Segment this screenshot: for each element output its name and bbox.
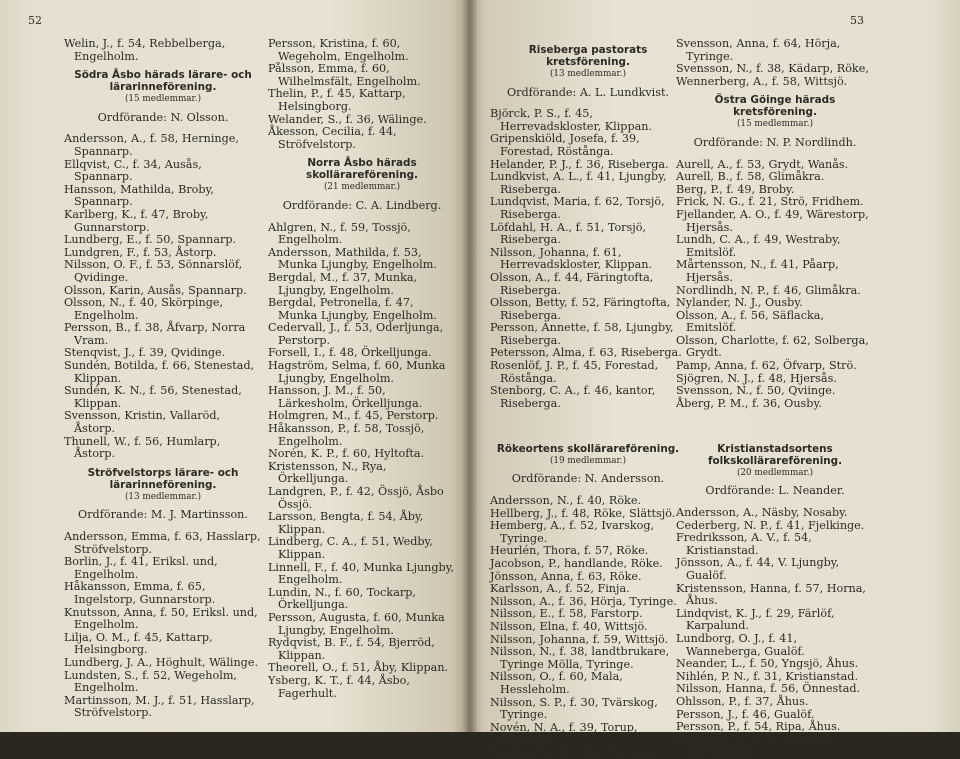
chairman-line: Ordförande: M. J. Martinsson. — [78, 508, 248, 522]
directory-entry: Hellberg, J., f. 48, Röke, Slättsjö. — [490, 506, 676, 520]
directory-entry: Thunell, W., f. 56, Humlarp, Åstorp. — [64, 434, 221, 461]
directory-entry: Nilsson, N., f. 38, landtbrukare, Tyringe Mölla, Tyringe. — [490, 645, 670, 671]
section-heading: Södra Åsbo härads lärare- och lärarinneförening. — [74, 69, 252, 94]
directory-entry: Olsson, Betty, f. 52, Färingtofta, Riseberga. — [490, 296, 671, 322]
directory-entry: Stenqvist, J., f. 39, Qvidinge. — [64, 346, 226, 360]
directory-entry: Nilsson, S. P., f. 30, Tvärskog, Tyringe. — [490, 695, 658, 722]
directory-entry: Svensson, N., f. 50, Qviinge. — [676, 384, 836, 398]
directory-entry: Nordlindh, N. P., f. 46, Glimåkra. — [676, 283, 861, 297]
directory-entry: Martinsson, M. J., f. 51, Hasslarp, Ströfvelstorp. — [64, 693, 255, 720]
directory-entry: Lundsten, S., f. 52, Wegeholm, Engelholm. — [64, 668, 237, 695]
directory-entry: Pålsson, Emma, f. 60, Wilhelmsfält, Engelholm. — [268, 62, 421, 88]
directory-entry: Andersson, N., f. 40, Röke. — [490, 494, 642, 507]
directory-entry: Ellqvist, C., f. 34, Ausås, Spannarp. — [64, 157, 202, 184]
directory-entry: Karlberg, K., f. 47, Broby, Gunnarstorp. — [64, 207, 209, 234]
section-heading: Riseberga pastorats kretsförening. — [528, 44, 648, 68]
left-column-2 — [268, 38, 456, 700]
directory-entry: Sjögren, N. J., f. 48, Hjersås. — [676, 371, 837, 385]
directory-entry: Bergdal, Petronella, f. 47, Munka Ljungby, Engelholm. — [268, 296, 437, 322]
directory-entry: Karlsson, A., f. 52, Finja. — [490, 582, 630, 596]
left-page — [0, 0, 470, 732]
directory-entry: Hemberg, A., f. 52, Ivarskog, Tyringe. — [490, 519, 655, 545]
directory-entry: Kristensson, Hanna, f. 57, Horna, Åhus. — [676, 581, 866, 608]
directory-entry: Lundin, N., f. 60, Tockarp, Örkelljunga. — [268, 585, 416, 612]
directory-entry: Knutsson, Anna, f. 50, Eriksl. und, Engelholm. — [64, 605, 258, 632]
directory-entry: Rydqvist, B. F., f. 54, Bjerröd, Klippan. — [268, 636, 435, 662]
directory-entry: Åberg, P. M., f. 36, Ousby. — [676, 396, 822, 410]
directory-entry: Lundqvist, Maria, f. 62, Torsjö, Riseberga. — [490, 195, 665, 221]
chairman-line: Ordförande: C. A. Lindberg. — [282, 198, 442, 212]
directory-entry: Frick, N. G., f. 21, Strö, Fridhem. — [676, 195, 864, 209]
directory-entry: Persson, P., f. 54, Ripa, Åhus. — [676, 720, 841, 734]
directory-entry: Berg, P., f. 49, Broby. — [676, 182, 795, 196]
directory-entry: Löfdahl, H. A., f. 51, Torsjö, Riseberga. — [490, 220, 647, 247]
directory-entry: Lilja, O. M., f. 45, Kattarp, Helsingborg. — [64, 630, 213, 657]
directory-entry: Olsson, Karin, Ausås, Spannarp. — [64, 283, 247, 297]
directory-entry: Norén, K. P., f. 60, Hyltofta. — [268, 447, 425, 461]
directory-entry: Rosenqvist, J., f. 42, Farstorp. — [490, 745, 658, 759]
directory-entry: Olsson, A., f. 56, Säflacka, Emitslöf. — [676, 308, 824, 335]
chairman-line: Ordförande: N. Andersson. — [511, 472, 665, 486]
directory-entry: Gripenskiöld, Josefa, f. 39, Forestad, Röstånga. — [490, 132, 640, 158]
member-count: (19 medlemmar.) — [549, 455, 626, 466]
directory-entry: Sundén, K. N., f. 56, Stenestad, Klippan. — [64, 384, 242, 410]
directory-entry: Forsell, I., f. 48, Örkelljunga. — [268, 346, 432, 360]
directory-entry: Lundberg, E., f. 50, Spannarp. — [64, 233, 237, 247]
directory-entry: Andersson, A., Näsby, Nosaby. — [676, 506, 848, 519]
directory-entry: Borlin, J., f. 41, Eriksl. und, Engelholm. — [64, 555, 218, 581]
directory-entry: Lindqvist, K. J., f. 29, Färlöf, Karpalund. — [676, 606, 835, 633]
directory-entry: Cedervall, J., f. 53, Oderljunga, Perstorp. — [268, 321, 444, 347]
directory-entry: Andersson, Emma, f. 63, Hasslarp, Ströfvelstorp. — [64, 530, 261, 556]
directory-entry: Holmgren, M., f. 45, Perstorp. — [268, 409, 439, 423]
directory-entry: Lindberg, C. A., f. 51, Wedby, Klippan. — [268, 535, 433, 561]
directory-entry: Svensson, Kristin, Vallaröd, Åstorp. — [64, 409, 221, 436]
page-number: 53 — [850, 14, 864, 27]
page-number: 52 — [28, 14, 42, 27]
book-spine — [462, 0, 478, 732]
chairman-line: Ordförande: N. Olsson. — [97, 110, 229, 124]
directory-entry: Wennerberg, A., f. 58, Wittsjö. — [676, 74, 848, 88]
directory-entry: Ysberg, K. T., f. 44, Åsbo, Fagerhult. — [268, 673, 410, 700]
directory-entry: Lundh, C. A., f. 49, Westraby, Emitslöf. — [676, 233, 841, 259]
member-count: (15 medlemmar.) — [124, 94, 201, 105]
directory-entry: Håkansson, P., f. 58, Tossjö, Engelholm. — [268, 422, 425, 448]
directory-entry: Hansson, J. M., f. 50, Lärkesholm, Örkelljunga. — [268, 384, 423, 410]
directory-entry: Lundgren, F., f. 53, Åstorp. — [64, 245, 217, 259]
directory-entry: Helander, P. J., f. 36, Riseberga. — [490, 157, 669, 171]
section-heading: Östra Göinge härads kretsförening. — [714, 94, 836, 119]
directory-entry: Björck, P. S., f. 45, Herrevadskloster, Klippan. — [490, 107, 653, 133]
directory-entry: Pamp, Anna, f. 62, Öfvarp, Strö. — [676, 359, 857, 373]
directory-entry: Svensson, N., f. 38, Kädarp, Röke, — [676, 62, 869, 76]
directory-entry: Lundberg, J. A., Höghult, Wälinge. — [64, 655, 259, 669]
directory-entry: Petersson, Alma, f. 63, Riseberga. — [490, 346, 682, 360]
directory-entry: Linnell, F., f. 40, Munka Ljungby, Engelholm. — [268, 560, 455, 587]
directory-entry: Nilsson, Johanna, f. 59, Wittsjö. — [490, 632, 669, 646]
directory-entry: Nilsson, Hanna, f. 56, Önnestad. — [676, 682, 861, 696]
section-heading: Norra Åsbo härads skollärareförening. — [306, 157, 418, 182]
directory-entry: Jacobson, P., handlande, Röke. — [490, 556, 663, 570]
directory-entry: Aurell, B., f. 58, Glimåkra. — [676, 170, 825, 184]
member-count: (13 medlemmar.) — [549, 69, 626, 79]
directory-entry: Nilsson, O., f. 60, Mala, Hessleholm. — [490, 670, 623, 696]
directory-entry: Lundkvist, A. L., f. 41, Ljungby, Riseberga. — [490, 170, 667, 196]
directory-entry: Nilsson, E., f. 58, Farstorp. — [490, 607, 643, 621]
directory-entry: Jönsson, Anna, f. 63, Röke. — [490, 569, 642, 583]
directory-entry: Stenborg, C. A., f. 46, kantor, Riseberga. — [490, 384, 656, 410]
directory-entry: Andersson, A., f. 58, Herninge, Spannarp. — [64, 132, 239, 158]
directory-entry: Mårtensson, N., f. 41, Påarp, Hjersås. — [676, 258, 839, 284]
directory-entry: Håkansson, Emma, f. 65, Ingelstorp, Gunnarstorp. — [64, 580, 216, 606]
directory-entry: Rosenlöf, J. P., f. 45, Forestad, Röstånga. — [490, 359, 659, 385]
directory-entry: Persson, B., f. 38, Åfvarp, Norra Vram. — [64, 321, 246, 347]
directory-entry: Rignell, J. S., f. 31, Rinkaby, Kristianstad. — [676, 732, 833, 759]
directory-entry: Olsson, Charlotte, f. 62, Solberga, Grydt. — [676, 333, 869, 360]
directory-entry: Ahlgren, N., f. 59, Tossjö, Engelholm. — [268, 220, 411, 247]
directory-entry: Thelin, P., f. 45, Kattarp, Helsingborg. — [268, 87, 406, 113]
directory-entry: Neander, L., f. 50, Yngsjö, Åhus. — [676, 657, 859, 671]
directory-entry: Persson, Kristina, f. 60, Wegeholm, Engelholm. — [268, 37, 409, 63]
directory-entry: Åkesson, Cecilia, f. 44, Ströfvelstorp. — [268, 125, 397, 151]
directory-entry: Nilsson, Elna, f. 40, Wittsjö. — [490, 619, 648, 633]
directory-entry: Sundén, Botilda, f. 66, Stenestad, Klippan. — [64, 359, 255, 385]
directory-entry: Fredriksson, A. V., f. 54, Kristianstad. — [676, 531, 812, 557]
directory-entry: Nilsson, A., f. 36, Hörja, Tyringe. — [490, 594, 677, 608]
directory-entry: Kristensson, N., Rya, Örkelljunga. — [268, 459, 387, 486]
directory-entry: Cederberg, N. P., f. 41, Fjelkinge. — [676, 518, 865, 532]
directory-entry: Nylander, N. J., Ousby. — [676, 296, 803, 310]
chairman-line: Ordförande: L. Neander. — [705, 484, 845, 498]
chairman-line: Ordförande: N. P. Nordlindh. — [693, 135, 857, 149]
section-heading: Kristianstadsortens folkskollärareförening. — [707, 442, 843, 467]
right-column-1 — [490, 38, 686, 759]
directory-entry: Landgren, P., f. 42, Össjö, Åsbo Össjö. — [268, 485, 444, 511]
directory-entry: Fjellander, A. O., f. 49, Wärestorp, Hjersås. — [676, 207, 869, 234]
directory-entry: Olsson, N., f. 40, Skörpinge, Engelholm. — [64, 296, 224, 322]
directory-entry: Hagström, Selma, f. 60, Munka Ljungby, Engelholm. — [268, 359, 446, 385]
directory-entry: Larsson, Bengta, f. 54, Åby, Klippan. — [268, 510, 424, 536]
directory-entry: Hansson, Mathilda, Broby, Spannarp. — [64, 182, 214, 209]
directory-entry: Lundborg, O. J., f. 41, Wanneberga, Gualöf. — [676, 631, 805, 658]
right-column-2 — [676, 38, 874, 759]
directory-entry: Aurell, A., f. 53, Grydt, Wanås. — [676, 157, 849, 171]
member-count: (21 medlemmar.) — [323, 182, 400, 193]
chairman-line: Ordförande: A. L. Lundkvist. — [506, 85, 670, 99]
directory-entry: Nihlén, P. N., f. 31, Kristianstad. — [676, 669, 859, 683]
member-count: (15 medlemmar.) — [736, 119, 813, 130]
directory-entry: Bergdal, M., f. 37, Munka, Ljungby, Engelholm. — [268, 270, 418, 297]
section-gap — [490, 422, 686, 432]
directory-entry: Persson, Annette, f. 58, Ljungby, Riseberga. — [490, 321, 674, 347]
directory-entry: Persson, J., f. 46, Gualöf. — [676, 707, 815, 721]
directory-entry: Heurlén, Thora, f. 57, Röke. — [490, 544, 649, 558]
directory-entry: Jönsson, A., f. 44, V. Ljungby, Gualöf. — [676, 556, 840, 582]
directory-entry: Nilsson, Johanna, f. 61, Herrevadskloster, Klippan. — [490, 245, 653, 272]
left-column-1 — [64, 38, 262, 720]
directory-entry: Welander, S., f. 36, Wälinge. — [268, 112, 427, 126]
directory-entry: Theorell, O., f. 51, Åby, Klippan. — [268, 661, 449, 675]
member-count: (20 medlemmar.) — [736, 467, 813, 478]
section-heading: Rökeortens skollärareförening. — [496, 442, 680, 455]
directory-entry: Nilsson, O. F., f. 53, Sönnarslöf, Qvidinge. — [64, 258, 243, 284]
directory-entry: Olsson, A., f. 44, Färingtofta, Riseberga. — [490, 270, 654, 297]
section-heading: Ströfvelstorps lärare- och — [87, 466, 239, 479]
section-gap — [676, 422, 874, 432]
right-page — [470, 0, 960, 759]
directory-entry: Novén, N. A., f. 39, Torup, Perstorp. — [490, 720, 638, 747]
directory-entry: Persson, Augusta, f. 60, Munka Ljungby, Engelholm. — [268, 610, 445, 637]
directory-entry: Andersson, Mathilda, f. 53, Munka Ljungby, Engelholm. — [268, 245, 437, 272]
directory-entry: Ohlsson, P., f. 37, Åhus. — [676, 694, 809, 708]
section-heading: lärarinneförening. — [109, 478, 217, 491]
directory-entry: Svensson, Anna, f. 64, Hörja, Tyringe. — [676, 37, 841, 63]
directory-entry: Welin, J., f. 54, Rebbelberga, Engelholm. — [64, 37, 226, 63]
member-count: (13 medlemmar.) — [124, 491, 201, 502]
